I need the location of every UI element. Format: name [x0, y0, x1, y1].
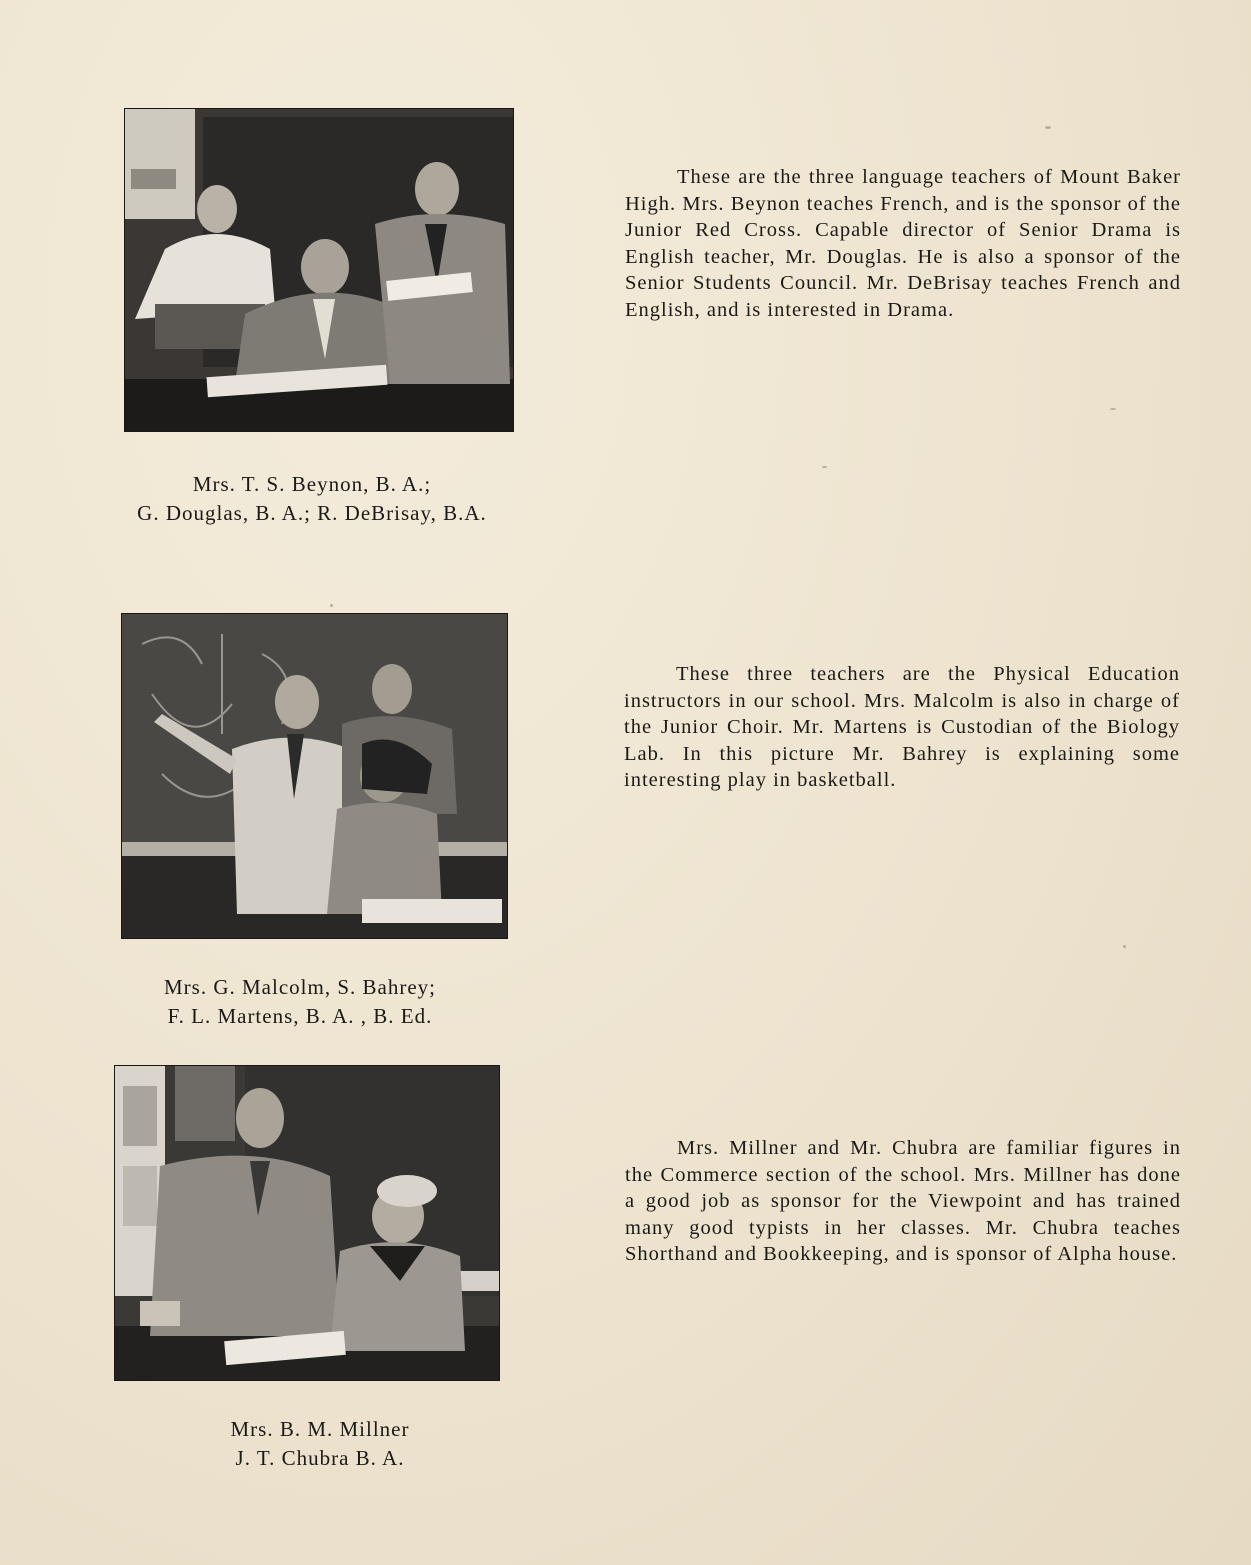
- paragraph-commerce-teachers: Mrs. Millner and Mr. Chubra are familiar figures in the Commerce section of the school. Mrs. Millner has done a good job as sponsor for the Viewpoint and has trained many good typists in her classes. Mr. Chubra teaches Shorthand and Bookkeeping, and is sponsor of Alpha house.: [625, 1137, 1181, 1265]
- caption-line: Mrs. T. S. Beynon, B. A.;: [192, 472, 432, 496]
- paper-speck: [1110, 408, 1116, 410]
- caption-physical-education-teachers: [110, 973, 490, 1031]
- photo-commerce-teachers: [115, 1066, 499, 1380]
- photo-physical-education-teachers: [122, 614, 507, 938]
- caption-line: F. L. Martens, B. A. , B. Ed.: [167, 1004, 433, 1028]
- paragraph-physical-education-teachers: These three teachers are the Physical Education instructors in our school. Mrs. Malcolm is also in charge of the Junior Choir. Mr. Martens is Custodian of the Biology Lab. In this picture Mr. Bahrey is explaining some interesting play in basketball.: [624, 663, 1180, 791]
- paper-speck: [822, 466, 827, 468]
- caption-language-teachers: [82, 470, 542, 528]
- photo-language-teachers: [125, 109, 513, 431]
- paper-speck: [1123, 945, 1126, 948]
- paper-speck: [1045, 126, 1051, 129]
- paragraph-language-teachers: These are the three language teachers of Mount Baker High. Mrs. Beynon teaches French, and is the sponsor of the Junior Red Cross. Capable director of Senior Drama is English teacher, Mr. Douglas. He is also a sponsor of the Senior Students Council. Mr. DeBrisay teaches French and English, and is interested in Drama.: [625, 166, 1181, 321]
- caption-line: J. T. Chubra B. A.: [235, 1446, 405, 1470]
- paper-speck: [330, 604, 333, 607]
- caption-line: Mrs. B. M. Millner: [230, 1417, 410, 1441]
- caption-commerce-teachers: [170, 1415, 470, 1473]
- caption-line: Mrs. G. Malcolm, S. Bahrey;: [164, 975, 436, 999]
- caption-line: G. Douglas, B. A.; R. DeBrisay, B.A.: [137, 501, 487, 525]
